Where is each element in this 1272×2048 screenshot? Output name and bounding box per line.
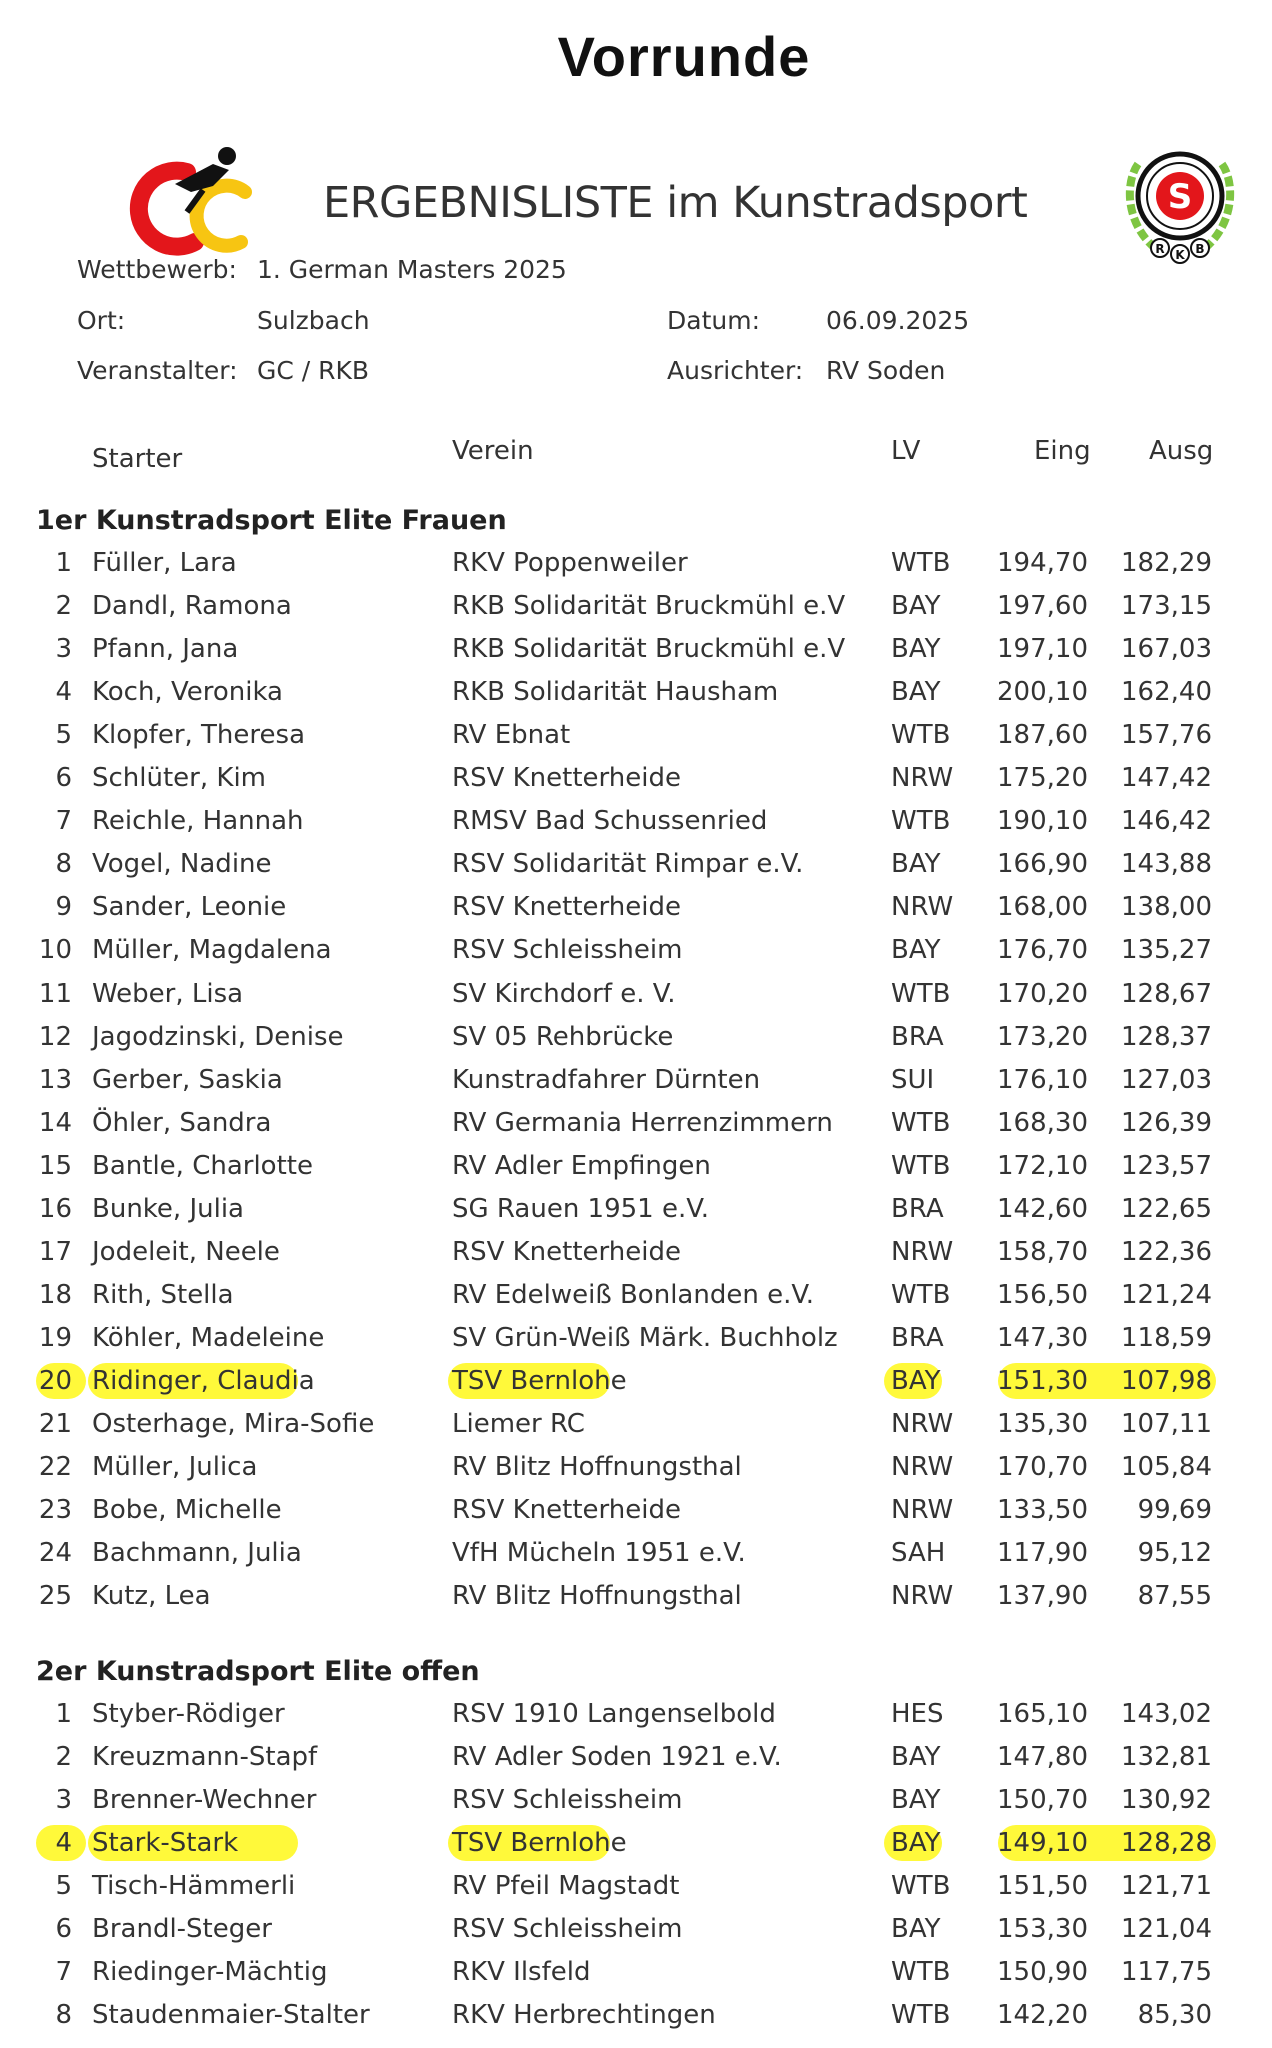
- ausg-cell: 123,57: [1121, 1150, 1212, 1181]
- table-row: [0, 976, 1272, 1016]
- table-row: [0, 674, 1272, 714]
- rank-cell: 16: [38, 1193, 72, 1224]
- rank-cell: 12: [38, 1021, 72, 1052]
- ausg-cell: 157,76: [1121, 720, 1212, 751]
- ausg-cell: 135,27: [1121, 935, 1212, 966]
- rank-cell: 8: [55, 849, 72, 880]
- lv-cell: SAH: [891, 1538, 946, 1569]
- lv-cell: BAY: [891, 1785, 941, 1816]
- table-row: [0, 1019, 1272, 1059]
- starter-cell: Reichle, Hannah: [92, 806, 304, 837]
- table-row: [0, 1191, 1272, 1231]
- rank-cell: 6: [55, 763, 72, 794]
- rank-cell: 6: [55, 1914, 72, 1945]
- rank-cell: 4: [55, 677, 72, 708]
- rank-cell: 15: [38, 1150, 72, 1181]
- table-row: [0, 1782, 1272, 1822]
- table-row: [0, 932, 1272, 972]
- rank-cell: 11: [38, 978, 72, 1009]
- verein-cell: RV Ebnat: [452, 720, 571, 751]
- ausrichter-label: Ausrichter:: [667, 356, 804, 385]
- lv-cell: NRW: [891, 1236, 954, 1267]
- rank-cell: 23: [38, 1495, 72, 1526]
- eing-cell: 137,90: [997, 1581, 1088, 1612]
- lv-cell: HES: [891, 1699, 944, 1729]
- ausg-cell: 128,28: [1121, 1828, 1212, 1859]
- ausg-cell: 167,03: [1121, 634, 1212, 665]
- section-title: 1er Kunstradsport Elite Frauen: [36, 505, 507, 536]
- rkb-logo-letter: K: [1175, 248, 1185, 262]
- lv-cell: NRW: [891, 1495, 954, 1526]
- eing-cell: 156,50: [997, 1279, 1088, 1310]
- verein-cell: SV Kirchdorf e. V.: [452, 978, 676, 1009]
- rkb-logo-center-letter: S: [1167, 177, 1193, 217]
- starter-cell: Sander, Leonie: [92, 892, 287, 923]
- rank-cell: 9: [55, 892, 72, 923]
- lv-cell: WTB: [891, 1871, 951, 1902]
- eing-cell: 168,30: [997, 1107, 1088, 1138]
- lv-cell: NRW: [891, 1409, 954, 1439]
- eing-cell: 200,10: [997, 677, 1088, 708]
- eing-cell: 158,70: [997, 1236, 1088, 1267]
- rank-cell: 20: [38, 1365, 72, 1396]
- starter-cell: Tisch-Hämmerli: [92, 1871, 296, 1902]
- eing-cell: 153,30: [997, 1914, 1088, 1945]
- starter-cell: Koch, Veronika: [92, 677, 283, 708]
- lv-cell: BAY: [891, 849, 941, 880]
- page-title: Vorrunde: [557, 25, 811, 88]
- rank-cell: 2: [55, 1742, 72, 1773]
- ausg-cell: 107,98: [1121, 1365, 1212, 1396]
- lv-cell: BAY: [891, 1914, 941, 1945]
- eing-cell: 147,30: [997, 1322, 1088, 1353]
- table-row: [0, 1739, 1272, 1779]
- ort-label: Ort:: [77, 306, 126, 335]
- table-row: [0, 1868, 1272, 1908]
- starter-cell: Weber, Lisa: [92, 978, 244, 1009]
- lv-cell: NRW: [891, 1581, 954, 1612]
- verein-cell: RV Pfeil Magstadt: [452, 1871, 680, 1902]
- wettbewerb-label: Wettbewerb:: [77, 255, 237, 284]
- ausg-cell: 105,84: [1121, 1452, 1212, 1483]
- lv-cell: BAY: [891, 1828, 941, 1859]
- lv-cell: NRW: [891, 1452, 954, 1483]
- lv-cell: NRW: [891, 892, 954, 923]
- verein-cell: RSV Schleissheim: [452, 935, 683, 966]
- verein-cell: RMSV Bad Schussenried: [452, 806, 768, 837]
- starter-cell: Ridinger, Claudia: [92, 1365, 315, 1396]
- column-header-ausg: Ausg: [1149, 436, 1214, 466]
- table-row: [0, 1696, 1272, 1736]
- ausrichter-value: RV Soden: [826, 356, 946, 385]
- starter-cell: Styber-Rödiger: [92, 1699, 285, 1729]
- verein-cell: SV Grün-Weiß Märk. Buchholz: [452, 1322, 838, 1353]
- ausg-cell: 127,03: [1121, 1064, 1212, 1095]
- lv-cell: WTB: [891, 720, 951, 751]
- gc-logo: [117, 142, 257, 262]
- ausg-cell: 117,75: [1121, 1957, 1212, 1988]
- verein-cell: RV Adler Soden 1921 e.V.: [452, 1742, 782, 1773]
- eing-cell: 150,70: [997, 1785, 1088, 1816]
- rkb-logo-letter: B: [1195, 242, 1205, 256]
- starter-cell: Brandl-Steger: [92, 1914, 272, 1945]
- column-header-verein: Verein: [452, 436, 534, 466]
- verein-cell: TSV Bernlohe: [452, 1828, 627, 1859]
- rkb-logo: [1120, 144, 1240, 266]
- column-header-lv: LV: [891, 436, 921, 466]
- verein-cell: Liemer RC: [452, 1409, 585, 1439]
- lv-cell: WTB: [891, 1957, 951, 1988]
- rank-cell: 1: [55, 548, 72, 578]
- rank-cell: 19: [38, 1322, 72, 1353]
- lv-cell: WTB: [891, 978, 951, 1009]
- eing-cell: 133,50: [997, 1495, 1088, 1526]
- ausg-cell: 162,40: [1121, 677, 1212, 708]
- rank-cell: 17: [38, 1236, 72, 1267]
- lv-cell: WTB: [891, 806, 951, 837]
- ausg-cell: 121,24: [1121, 1279, 1212, 1310]
- verein-cell: SV 05 Rehbrücke: [452, 1021, 674, 1052]
- verein-cell: Kunstradfahrer Dürnten: [452, 1064, 761, 1095]
- table-row: [0, 1062, 1272, 1102]
- table-row: [0, 1105, 1272, 1145]
- verein-cell: RV Edelweiß Bonlanden e.V.: [452, 1279, 815, 1310]
- ausg-cell: 122,36: [1121, 1236, 1212, 1267]
- eing-cell: 176,10: [997, 1064, 1088, 1095]
- starter-cell: Stark-Stark: [92, 1828, 239, 1859]
- eing-cell: 168,00: [997, 892, 1088, 923]
- table-row: [0, 1492, 1272, 1532]
- starter-cell: Müller, Julica: [92, 1452, 258, 1483]
- starter-cell: Öhler, Sandra: [92, 1107, 272, 1138]
- ausg-cell: 143,88: [1121, 849, 1212, 880]
- rank-cell: 7: [55, 1957, 72, 1988]
- table-row: [0, 1148, 1272, 1188]
- lv-cell: BAY: [891, 677, 941, 708]
- lv-cell: BRA: [891, 1322, 944, 1353]
- lv-cell: WTB: [891, 1279, 951, 1310]
- rank-cell: 4: [55, 1828, 72, 1859]
- ausg-cell: 128,37: [1121, 1021, 1212, 1052]
- eing-cell: 170,70: [997, 1452, 1088, 1483]
- table-row: [0, 545, 1272, 585]
- table-row: [0, 1406, 1272, 1446]
- table-row: [0, 889, 1272, 929]
- table-row: [0, 1911, 1272, 1951]
- eing-cell: 175,20: [997, 763, 1088, 794]
- rank-cell: 14: [38, 1107, 72, 1138]
- verein-cell: RSV Schleissheim: [452, 1914, 683, 1945]
- eing-cell: 135,30: [997, 1409, 1088, 1439]
- eing-cell: 194,70: [997, 548, 1088, 578]
- ausg-cell: 118,59: [1121, 1322, 1212, 1353]
- verein-cell: RKB Solidarität Bruckmühl e.V: [452, 591, 846, 622]
- eing-cell: 150,90: [997, 1957, 1088, 1988]
- verein-cell: RV Adler Empfingen: [452, 1150, 711, 1181]
- eing-cell: 151,50: [997, 1871, 1088, 1902]
- table-row: [0, 803, 1272, 843]
- verein-cell: RSV 1910 Langenselbold: [452, 1699, 776, 1729]
- rkb-logo-letter: R: [1155, 242, 1165, 256]
- starter-cell: Klopfer, Theresa: [92, 720, 306, 751]
- ausg-cell: 85,30: [1137, 2000, 1212, 2031]
- starter-cell: Jodeleit, Neele: [92, 1236, 280, 1267]
- ausg-cell: 122,65: [1121, 1193, 1212, 1224]
- eing-cell: 147,80: [997, 1742, 1088, 1773]
- eing-cell: 190,10: [997, 806, 1088, 837]
- verein-cell: RV Blitz Hoffnungsthal: [452, 1452, 742, 1483]
- verein-cell: RSV Solidarität Rimpar e.V.: [452, 849, 804, 880]
- datum-label: Datum:: [667, 306, 760, 335]
- table-row: [0, 846, 1272, 886]
- ausg-cell: 128,67: [1121, 978, 1212, 1009]
- verein-cell: RSV Knetterheide: [452, 763, 681, 794]
- eing-cell: 151,30: [997, 1365, 1088, 1396]
- ausg-cell: 126,39: [1121, 1107, 1212, 1138]
- verein-cell: VfH Mücheln 1951 e.V.: [452, 1538, 746, 1569]
- lv-cell: WTB: [891, 548, 951, 578]
- lv-cell: BRA: [891, 1021, 944, 1052]
- lv-cell: WTB: [891, 2000, 951, 2031]
- verein-cell: RKV Herbrechtingen: [452, 2000, 716, 2031]
- lv-cell: BAY: [891, 591, 941, 622]
- rank-cell: 13: [38, 1064, 72, 1095]
- rank-cell: 2: [55, 591, 72, 622]
- eing-cell: 142,20: [997, 2000, 1088, 2031]
- column-header-starter: Starter: [92, 444, 183, 474]
- rank-cell: 3: [55, 634, 72, 665]
- starter-cell: Gerber, Saskia: [92, 1064, 283, 1095]
- eing-cell: 176,70: [997, 935, 1088, 966]
- lv-cell: WTB: [891, 1107, 951, 1138]
- eing-cell: 170,20: [997, 978, 1088, 1009]
- lv-cell: BRA: [891, 1193, 944, 1224]
- rank-cell: 3: [55, 1785, 72, 1816]
- starter-cell: Bunke, Julia: [92, 1193, 244, 1224]
- verein-cell: RV Blitz Hoffnungsthal: [452, 1581, 742, 1612]
- table-row: [0, 717, 1272, 757]
- veranstalter-label: Veranstalter:: [77, 356, 238, 385]
- ausg-cell: 99,69: [1137, 1495, 1212, 1526]
- column-header-eing: Eing: [1034, 436, 1091, 466]
- table-row: [0, 1954, 1272, 1994]
- rank-cell: 22: [38, 1452, 72, 1483]
- lv-cell: NRW: [891, 763, 954, 794]
- document-title: ERGEBNISLISTE im Kunstradsport: [323, 178, 1028, 228]
- lv-cell: BAY: [891, 1365, 941, 1396]
- verein-cell: RKB Solidarität Hausham: [452, 677, 779, 708]
- table-row: [0, 1277, 1272, 1317]
- datum-value: 06.09.2025: [826, 306, 970, 335]
- eing-cell: 142,60: [997, 1193, 1088, 1224]
- rank-cell: 10: [38, 935, 72, 966]
- verein-cell: RKV Ilsfeld: [452, 1957, 591, 1988]
- starter-cell: Schlüter, Kim: [92, 763, 266, 794]
- ausg-cell: 143,02: [1121, 1699, 1212, 1729]
- starter-cell: Bachmann, Julia: [92, 1538, 302, 1569]
- starter-cell: Kreuzmann-Stapf: [92, 1742, 318, 1773]
- starter-cell: Pfann, Jana: [92, 634, 239, 665]
- table-row: [0, 1449, 1272, 1489]
- eing-cell: 166,90: [997, 849, 1088, 880]
- veranstalter-value: GC / RKB: [257, 356, 370, 385]
- section-title: 2er Kunstradsport Elite offen: [36, 1656, 480, 1687]
- ausg-cell: 87,55: [1137, 1581, 1212, 1612]
- rank-cell: 7: [55, 806, 72, 837]
- starter-cell: Müller, Magdalena: [92, 935, 332, 966]
- lv-cell: SUI: [891, 1064, 935, 1095]
- starter-cell: Bobe, Michelle: [92, 1495, 282, 1526]
- rank-cell: 21: [38, 1409, 72, 1439]
- ausg-cell: 132,81: [1121, 1742, 1212, 1773]
- rank-cell: 1: [55, 1699, 72, 1729]
- starter-cell: Dandl, Ramona: [92, 591, 292, 622]
- starter-cell: Jagodzinski, Denise: [92, 1021, 344, 1052]
- ausg-cell: 121,71: [1121, 1871, 1212, 1902]
- eing-cell: 187,60: [997, 720, 1088, 751]
- table-row-highlighted: [0, 1363, 1272, 1403]
- ausg-cell: 138,00: [1121, 892, 1212, 923]
- table-row-highlighted: [0, 1825, 1272, 1865]
- ort-value: Sulzbach: [257, 306, 370, 335]
- wettbewerb-value: 1. German Masters 2025: [257, 255, 567, 284]
- starter-cell: Vogel, Nadine: [92, 849, 272, 880]
- table-row: [0, 1578, 1272, 1618]
- table-row: [0, 1997, 1272, 2037]
- ausg-cell: 107,11: [1121, 1409, 1212, 1439]
- starter-cell: Füller, Lara: [92, 548, 237, 578]
- table-row: [0, 1234, 1272, 1274]
- starter-cell: Staudenmaier-Stalter: [92, 2000, 370, 2031]
- ausg-cell: 147,42: [1121, 763, 1212, 794]
- lv-cell: WTB: [891, 1150, 951, 1181]
- eing-cell: 149,10: [997, 1828, 1088, 1859]
- ausg-cell: 130,92: [1121, 1785, 1212, 1816]
- starter-cell: Kutz, Lea: [92, 1581, 211, 1612]
- starter-cell: Köhler, Madeleine: [92, 1322, 325, 1353]
- starter-cell: Brenner-Wechner: [92, 1785, 317, 1816]
- starter-cell: Rith, Stella: [92, 1279, 234, 1310]
- table-row: [0, 588, 1272, 628]
- verein-cell: TSV Bernlohe: [452, 1365, 627, 1396]
- lv-cell: BAY: [891, 1742, 941, 1773]
- rank-cell: 5: [55, 720, 72, 751]
- starter-cell: Riedinger-Mächtig: [92, 1957, 328, 1988]
- verein-cell: RSV Knetterheide: [452, 1236, 681, 1267]
- table-row: [0, 1320, 1272, 1360]
- verein-cell: RKB Solidarität Bruckmühl e.V: [452, 634, 846, 665]
- eing-cell: 197,10: [997, 634, 1088, 665]
- starter-cell: Bantle, Charlotte: [92, 1150, 313, 1181]
- rank-cell: 8: [55, 2000, 72, 2031]
- rank-cell: 18: [38, 1279, 72, 1310]
- verein-cell: RSV Knetterheide: [452, 892, 681, 923]
- eing-cell: 165,10: [997, 1699, 1088, 1729]
- verein-cell: RKV Poppenweiler: [452, 548, 688, 578]
- ausg-cell: 182,29: [1121, 548, 1212, 578]
- verein-cell: RV Germania Herrenzimmern: [452, 1107, 833, 1138]
- table-row: [0, 631, 1272, 671]
- rank-cell: 24: [38, 1538, 72, 1569]
- eing-cell: 117,90: [997, 1538, 1088, 1569]
- verein-cell: RSV Schleissheim: [452, 1785, 683, 1816]
- eing-cell: 197,60: [997, 591, 1088, 622]
- eing-cell: 172,10: [997, 1150, 1088, 1181]
- verein-cell: SG Rauen 1951 e.V.: [452, 1193, 709, 1224]
- lv-cell: BAY: [891, 634, 941, 665]
- ausg-cell: 121,04: [1121, 1914, 1212, 1945]
- starter-cell: Osterhage, Mira-Sofie: [92, 1409, 375, 1439]
- rank-cell: 5: [55, 1871, 72, 1902]
- ausg-cell: 95,12: [1137, 1538, 1212, 1569]
- lv-cell: BAY: [891, 935, 941, 966]
- table-row: [0, 1535, 1272, 1575]
- table-row: [0, 760, 1272, 800]
- rank-cell: 25: [38, 1581, 72, 1612]
- ausg-cell: 173,15: [1121, 591, 1212, 622]
- verein-cell: RSV Knetterheide: [452, 1495, 681, 1526]
- eing-cell: 173,20: [997, 1021, 1088, 1052]
- ausg-cell: 146,42: [1121, 806, 1212, 837]
